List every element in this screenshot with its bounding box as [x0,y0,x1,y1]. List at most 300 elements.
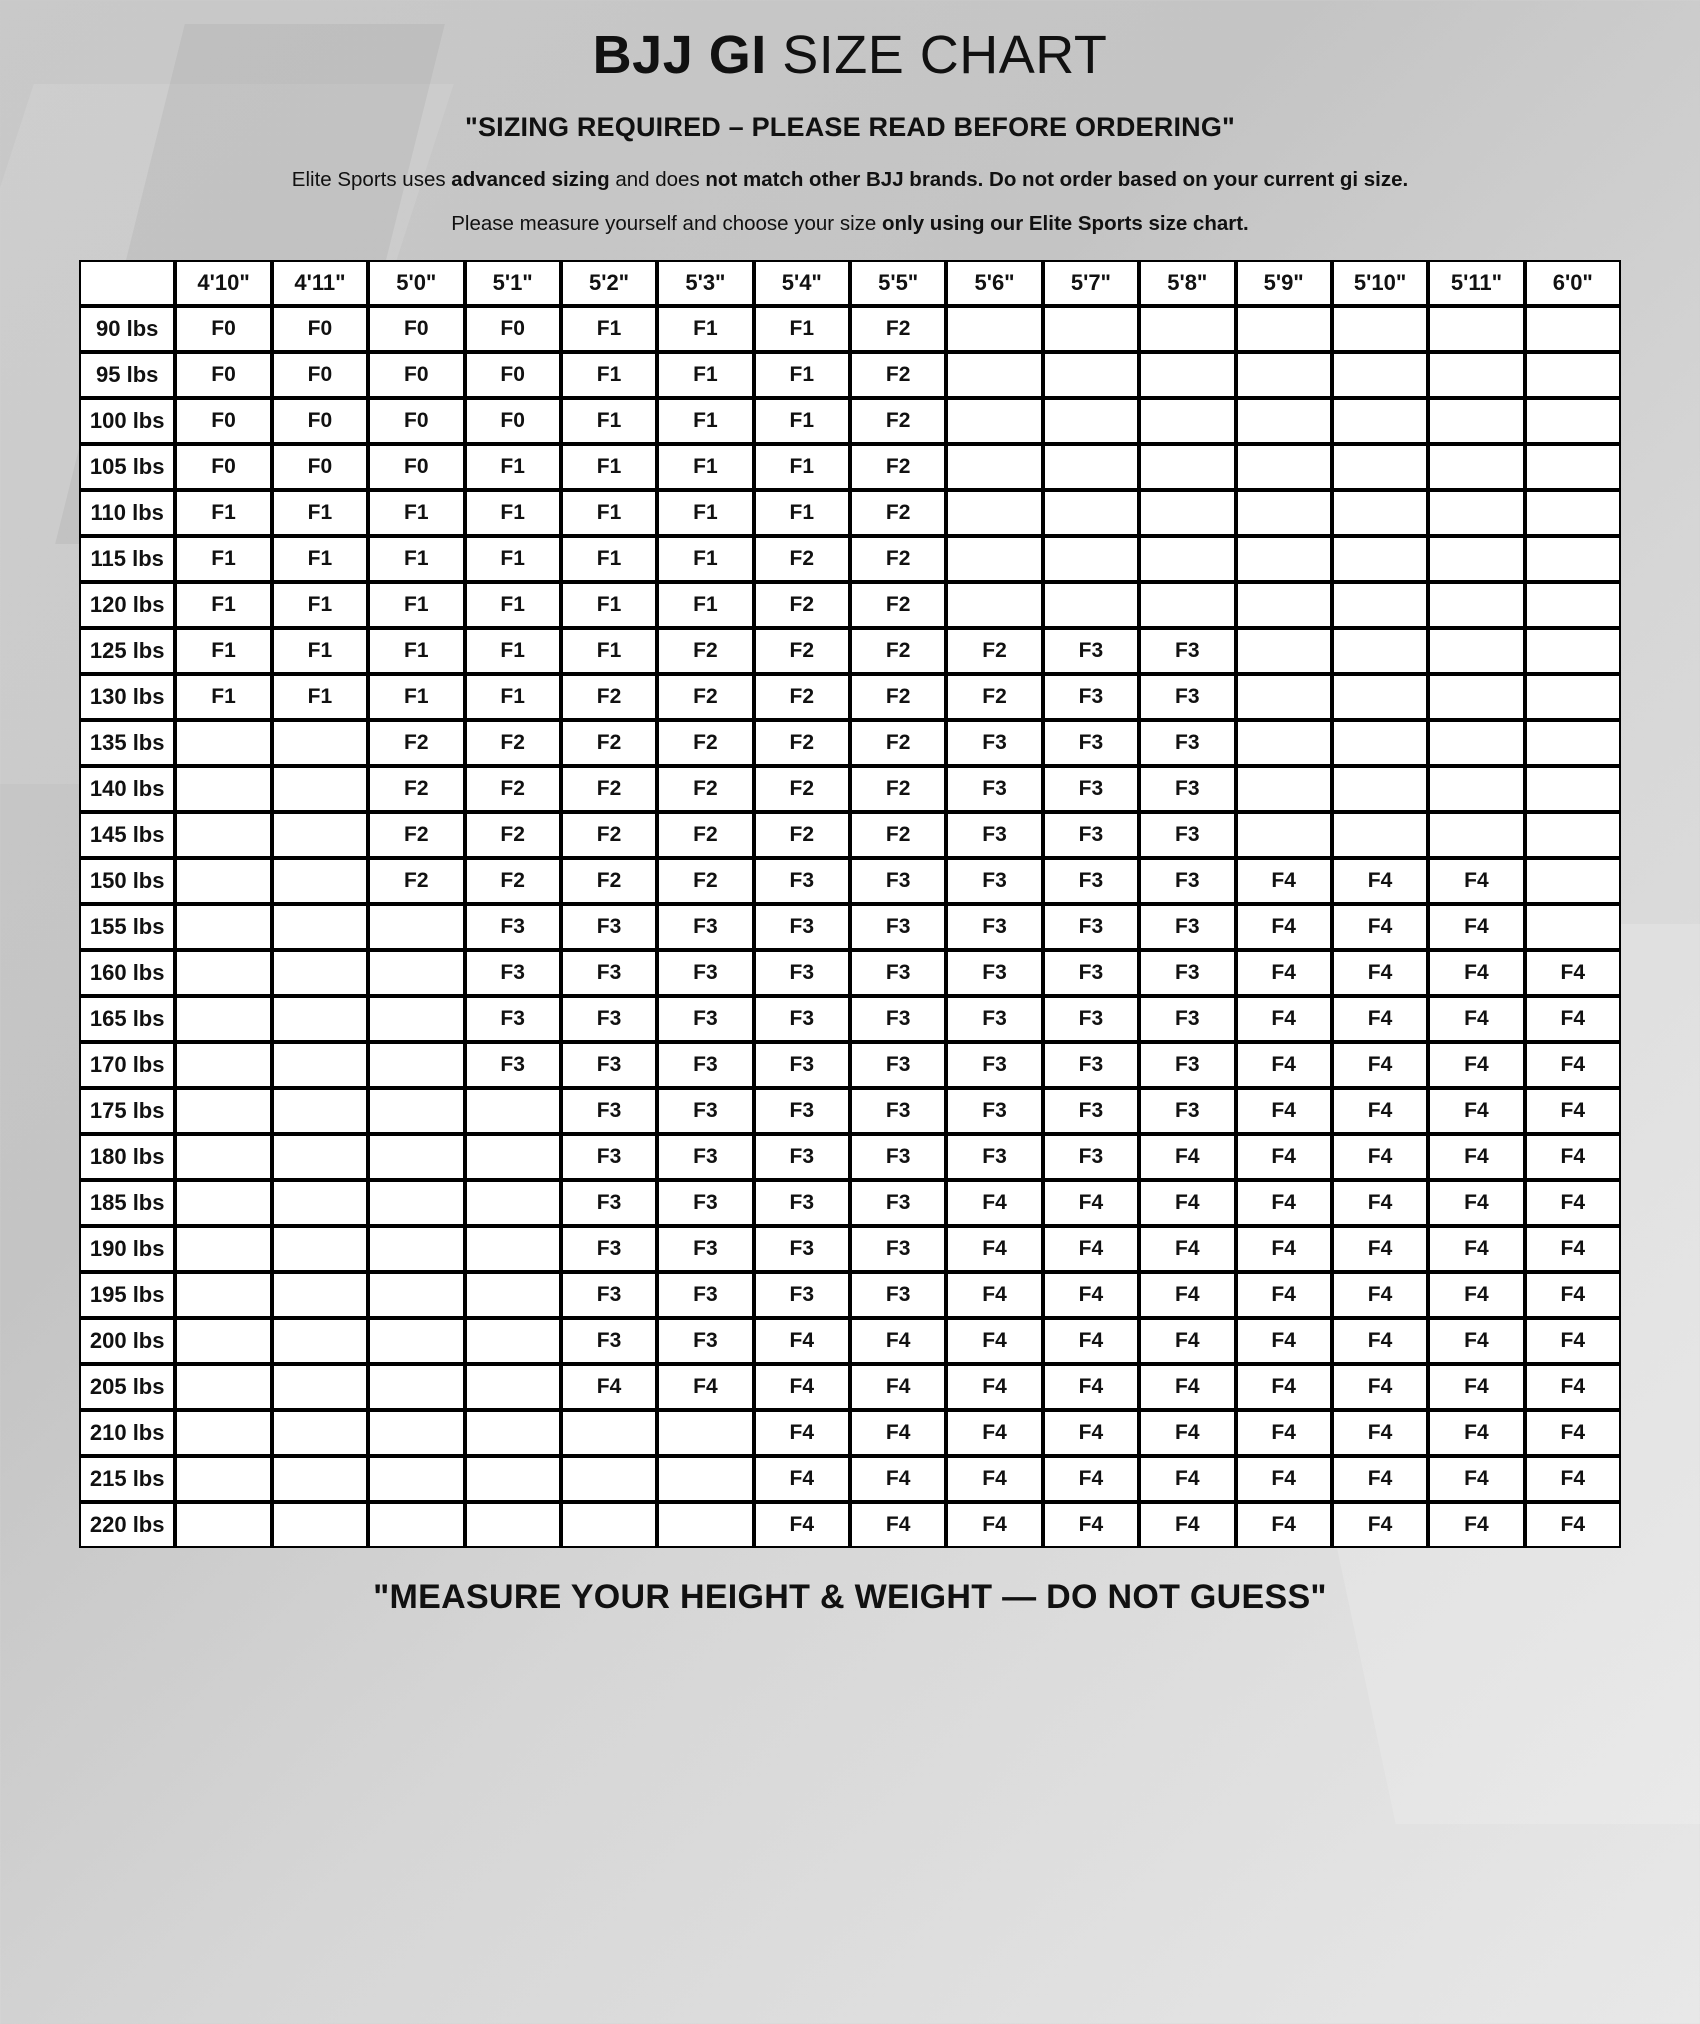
size-cell: F2 [850,536,946,582]
size-cell-empty [175,1410,271,1456]
row-header-weight: 95 lbs [79,352,175,398]
size-cell: F4 [1332,950,1428,996]
size-cell-empty [946,490,1042,536]
row-header-weight: 165 lbs [79,996,175,1042]
size-cell: F0 [272,398,368,444]
size-cell: F4 [1332,1456,1428,1502]
size-cell: F0 [465,398,561,444]
size-cell-empty [1043,490,1139,536]
size-cell: F3 [1043,720,1139,766]
size-cell: F3 [1139,950,1235,996]
size-cell-empty [1332,720,1428,766]
table-row [79,996,1621,1042]
size-cell: F4 [1139,1180,1235,1226]
size-cell-empty [1043,352,1139,398]
size-cell: F2 [657,674,753,720]
size-cell: F3 [850,1088,946,1134]
row-header-weight: 120 lbs [79,582,175,628]
size-cell-empty [561,1502,657,1548]
size-cell: F0 [175,306,271,352]
size-cell: F1 [561,536,657,582]
size-cell: F4 [754,1502,850,1548]
size-cell-empty [946,582,1042,628]
size-cell: F4 [1236,1502,1332,1548]
row-header-weight: 195 lbs [79,1272,175,1318]
size-cell: F3 [1043,904,1139,950]
size-cell: F4 [1428,996,1524,1042]
size-cell-empty [272,1134,368,1180]
size-cell: F3 [1043,766,1139,812]
size-cell-empty [465,1226,561,1272]
size-cell: F3 [1043,1088,1139,1134]
size-cell: F4 [1236,1180,1332,1226]
size-cell-empty [272,812,368,858]
size-cell: F1 [657,306,753,352]
size-cell: F3 [1043,950,1139,996]
row-header-weight: 205 lbs [79,1364,175,1410]
size-cell: F3 [561,1272,657,1318]
size-cell-empty [465,1364,561,1410]
size-cell: F3 [946,858,1042,904]
size-cell-empty [175,1318,271,1364]
size-cell-empty [368,1502,464,1548]
table-row [79,674,1621,720]
row-header-weight: 130 lbs [79,674,175,720]
size-cell: F1 [657,398,753,444]
size-cell: F3 [1139,766,1235,812]
size-cell-empty [272,996,368,1042]
size-cell: F1 [368,490,464,536]
size-cell-empty [272,1456,368,1502]
size-cell: F2 [465,858,561,904]
size-cell: F2 [850,628,946,674]
size-cell: F3 [1043,674,1139,720]
size-cell-empty [1428,352,1524,398]
table-row [79,858,1621,904]
size-cell: F3 [657,950,753,996]
size-cell: F4 [1043,1410,1139,1456]
size-cell: F3 [1139,858,1235,904]
row-header-weight: 190 lbs [79,1226,175,1272]
size-cell-empty [272,1502,368,1548]
size-cell-empty [1428,582,1524,628]
size-cell: F2 [657,766,753,812]
size-cell-empty [1332,398,1428,444]
size-cell: F4 [1525,1226,1621,1272]
size-cell-empty [1236,582,1332,628]
size-cell-empty [175,1180,271,1226]
size-cell: F1 [657,490,753,536]
size-cell: F2 [850,582,946,628]
note-1-part-d: not match other BJJ brands. Do not order based on your current gi size. [705,168,1409,191]
size-cell-empty [1043,444,1139,490]
size-cell-empty [465,1318,561,1364]
note-2-part-b: only using our Elite Sports size chart. [881,211,1249,235]
size-cell-empty [175,1502,271,1548]
size-cell: F3 [754,950,850,996]
size-cell: F3 [657,1272,753,1318]
size-cell: F2 [561,858,657,904]
size-cell: F4 [1428,904,1524,950]
size-cell-empty [1428,720,1524,766]
size-cell: F1 [561,628,657,674]
size-cell: F2 [850,306,946,352]
note-1-part-c: and does [609,168,706,191]
size-cell: F3 [1139,674,1235,720]
column-header-height: 5'1" [465,260,561,306]
row-header-weight: 115 lbs [79,536,175,582]
size-cell: F4 [1332,1318,1428,1364]
column-header-height: 5'3" [657,260,753,306]
size-cell-empty [657,1456,753,1502]
size-cell-empty [368,1134,464,1180]
size-cell: F4 [1332,904,1428,950]
size-cell: F4 [1428,1042,1524,1088]
size-cell: F1 [465,674,561,720]
column-header-height: 5'4" [754,260,850,306]
size-cell-empty [1236,674,1332,720]
size-cell: F1 [561,306,657,352]
size-cell: F2 [561,812,657,858]
size-cell-empty [272,766,368,812]
size-cell: F4 [1428,1502,1524,1548]
size-cell: F1 [561,398,657,444]
size-cell: F2 [657,720,753,766]
row-header-weight: 200 lbs [79,1318,175,1364]
size-cell: F4 [754,1318,850,1364]
table-row [79,766,1621,812]
size-cell: F2 [561,720,657,766]
size-cell: F4 [1236,1134,1332,1180]
size-cell: F4 [1332,1180,1428,1226]
size-cell: F4 [1332,996,1428,1042]
size-cell-empty [272,1180,368,1226]
size-cell-empty [272,1364,368,1410]
size-cell: F3 [465,996,561,1042]
size-cell-empty [272,1042,368,1088]
size-cell: F1 [175,582,271,628]
size-cell: F3 [754,1272,850,1318]
size-cell: F2 [754,628,850,674]
size-cell: F4 [850,1456,946,1502]
size-cell: F4 [1043,1226,1139,1272]
size-cell-empty [175,812,271,858]
row-header-weight: 150 lbs [79,858,175,904]
size-cell: F4 [946,1502,1042,1548]
size-cell-empty [1332,490,1428,536]
size-cell: F3 [561,1318,657,1364]
size-cell-empty [175,1134,271,1180]
size-cell-empty [1525,628,1621,674]
size-cell: F2 [850,352,946,398]
size-cell: F1 [754,398,850,444]
size-cell: F4 [1428,1134,1524,1180]
page-container [0,24,1700,1617]
size-cell: F3 [850,858,946,904]
size-cell: F4 [1043,1272,1139,1318]
size-cell-empty [1332,352,1428,398]
size-cell: F4 [946,1272,1042,1318]
size-cell-empty [175,1456,271,1502]
size-cell: F3 [946,766,1042,812]
size-cell: F4 [1043,1456,1139,1502]
size-cell: F3 [1043,812,1139,858]
row-header-weight: 135 lbs [79,720,175,766]
size-cell: F3 [657,1088,753,1134]
table-row [79,536,1621,582]
size-cell: F3 [754,1180,850,1226]
table-row [79,628,1621,674]
size-cell: F3 [657,904,753,950]
size-cell: F4 [1236,1088,1332,1134]
size-cell: F4 [1525,950,1621,996]
size-cell: F3 [657,996,753,1042]
size-cell: F0 [272,352,368,398]
size-cell: F1 [754,444,850,490]
table-row [79,950,1621,996]
size-cell: F4 [1236,1226,1332,1272]
size-cell: F4 [1139,1456,1235,1502]
table-row [79,904,1621,950]
size-cell-empty [272,950,368,996]
size-cell: F3 [946,1042,1042,1088]
row-header-weight: 110 lbs [79,490,175,536]
size-cell: F2 [561,766,657,812]
size-cell: F3 [754,1088,850,1134]
size-cell-empty [272,1272,368,1318]
column-header-height: 4'11" [272,260,368,306]
size-cell: F3 [946,950,1042,996]
size-cell-empty [1043,536,1139,582]
size-cell: F4 [1236,996,1332,1042]
size-cell-empty [175,766,271,812]
size-cell-empty [1525,720,1621,766]
size-cell: F0 [465,306,561,352]
size-cell-empty [1236,444,1332,490]
table-row [79,1502,1621,1548]
size-cell: F3 [657,1226,753,1272]
size-cell: F4 [946,1410,1042,1456]
size-cell-empty [272,1088,368,1134]
size-cell: F1 [175,536,271,582]
size-cell: F0 [175,398,271,444]
size-cell-empty [368,1226,464,1272]
size-cell: F1 [272,490,368,536]
size-cell: F4 [946,1318,1042,1364]
size-cell: F1 [561,582,657,628]
size-cell: F2 [946,674,1042,720]
size-cell: F3 [946,996,1042,1042]
size-cell: F4 [850,1318,946,1364]
table-row [79,1456,1621,1502]
row-header-weight: 100 lbs [79,398,175,444]
note-line-1 [78,165,1622,195]
size-cell: F3 [561,950,657,996]
size-cell: F4 [1525,1180,1621,1226]
size-cell: F4 [1428,1088,1524,1134]
size-cell: F4 [1525,1318,1621,1364]
table-row [79,306,1621,352]
size-cell: F1 [465,582,561,628]
size-cell-empty [1332,766,1428,812]
size-cell-empty [368,950,464,996]
size-cell: F3 [850,1134,946,1180]
size-cell-empty [175,858,271,904]
size-cell-empty [1525,490,1621,536]
size-cell: F4 [1332,1364,1428,1410]
table-row [79,398,1621,444]
size-cell-empty [175,1226,271,1272]
size-cell-empty [175,720,271,766]
size-cell: F3 [465,950,561,996]
note-line-2 [78,209,1622,239]
size-cell-empty [1236,720,1332,766]
row-header-weight: 215 lbs [79,1456,175,1502]
size-cell: F4 [850,1502,946,1548]
size-cell-empty [1139,536,1235,582]
size-cell: F4 [657,1364,753,1410]
size-cell: F4 [850,1410,946,1456]
size-cell: F4 [1428,858,1524,904]
table-row [79,1134,1621,1180]
note-2-part-a: Please measure yourself and choose your size [451,211,882,235]
size-cell: F4 [946,1364,1042,1410]
size-cell: F4 [1236,1364,1332,1410]
size-cell: F4 [850,1364,946,1410]
size-cell: F4 [1139,1134,1235,1180]
size-cell: F4 [1428,1456,1524,1502]
size-cell-empty [1428,444,1524,490]
size-cell-empty [657,1502,753,1548]
size-cell: F3 [754,1134,850,1180]
size-cell: F4 [1139,1226,1235,1272]
size-cell: F2 [754,766,850,812]
size-cell-empty [368,1042,464,1088]
size-cell: F3 [657,1180,753,1226]
size-cell: F4 [1043,1180,1139,1226]
size-cell: F2 [850,444,946,490]
column-header-height: 5'2" [561,260,657,306]
table-row [79,1226,1621,1272]
size-cell: F3 [850,1042,946,1088]
size-cell: F4 [1236,1410,1332,1456]
size-cell-empty [1525,536,1621,582]
size-cell: F4 [946,1180,1042,1226]
size-cell-empty [561,1456,657,1502]
column-header-height: 4'10" [175,260,271,306]
size-cell: F2 [754,720,850,766]
size-cell-empty [1525,766,1621,812]
size-cell: F2 [850,490,946,536]
size-cell: F1 [561,490,657,536]
size-cell-empty [1139,398,1235,444]
row-header-weight: 160 lbs [79,950,175,996]
page-title [78,24,1622,86]
size-cell-empty [1428,398,1524,444]
size-cell-empty [1428,306,1524,352]
row-header-weight: 220 lbs [79,1502,175,1548]
size-cell-empty [1332,628,1428,674]
size-cell: F1 [368,674,464,720]
size-cell: F1 [465,444,561,490]
size-cell-empty [1236,490,1332,536]
size-cell: F2 [850,720,946,766]
size-chart-body [79,306,1621,1548]
size-cell: F2 [657,628,753,674]
size-cell: F2 [850,812,946,858]
column-header-height: 5'7" [1043,260,1139,306]
table-row [79,1318,1621,1364]
size-cell: F2 [465,720,561,766]
size-chart-head [79,260,1621,306]
size-cell: F4 [1428,1180,1524,1226]
size-cell: F4 [1332,858,1428,904]
size-cell: F1 [754,352,850,398]
table-row [79,490,1621,536]
size-cell: F3 [1043,1134,1139,1180]
size-cell: F1 [561,352,657,398]
size-cell-empty [1043,306,1139,352]
size-cell-empty [1236,306,1332,352]
size-cell-empty [946,398,1042,444]
size-cell: F3 [657,1042,753,1088]
size-cell: F1 [272,536,368,582]
size-cell: F3 [754,1042,850,1088]
size-cell-empty [272,904,368,950]
column-header-height: 5'9" [1236,260,1332,306]
size-cell-empty [465,1272,561,1318]
size-cell-empty [175,1042,271,1088]
size-cell: F3 [1043,996,1139,1042]
size-cell: F0 [368,444,464,490]
size-cell-empty [561,1410,657,1456]
row-header-weight: 90 lbs [79,306,175,352]
size-cell: F3 [754,904,850,950]
table-row [79,812,1621,858]
size-cell: F4 [754,1364,850,1410]
size-cell-empty [368,904,464,950]
size-cell-empty [946,352,1042,398]
size-cell-empty [1428,490,1524,536]
size-cell: F3 [1043,628,1139,674]
size-cell: F2 [368,812,464,858]
size-cell: F1 [561,444,657,490]
column-header-height: 5'6" [946,260,1042,306]
size-cell: F4 [1332,1272,1428,1318]
size-cell: F1 [368,582,464,628]
size-cell: F3 [946,812,1042,858]
size-cell: F2 [850,674,946,720]
size-cell: F3 [465,904,561,950]
size-cell: F2 [465,766,561,812]
size-cell: F4 [1428,1318,1524,1364]
size-cell-empty [175,950,271,996]
size-cell-empty [1525,858,1621,904]
size-cell-empty [1332,306,1428,352]
size-cell: F1 [657,444,753,490]
size-cell: F4 [1428,1410,1524,1456]
size-cell-empty [1428,628,1524,674]
size-cell: F3 [561,1088,657,1134]
size-cell: F3 [561,1180,657,1226]
size-cell: F3 [850,1180,946,1226]
size-cell-empty [368,1272,464,1318]
size-cell: F2 [850,766,946,812]
size-cell: F4 [1428,1364,1524,1410]
size-cell-empty [1428,812,1524,858]
size-cell: F4 [1139,1502,1235,1548]
size-cell-empty [1236,536,1332,582]
